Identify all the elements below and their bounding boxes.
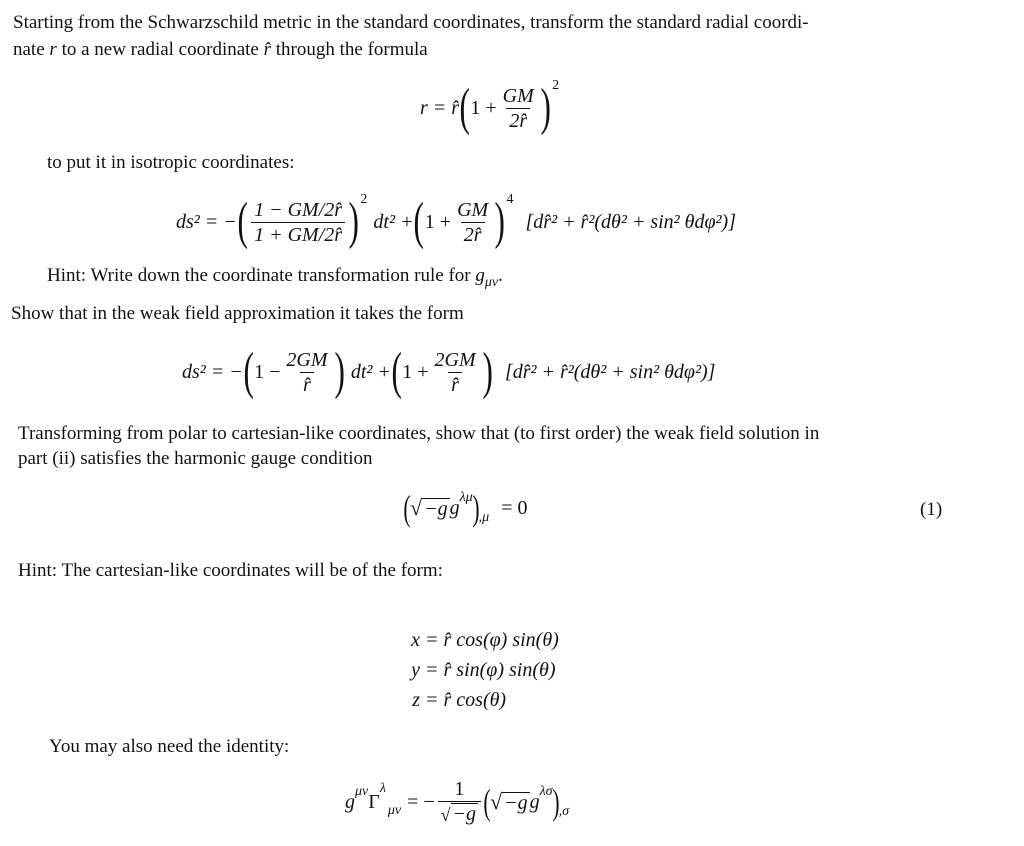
fraction-numerator: 1 xyxy=(454,778,465,800)
exponent: 2 xyxy=(552,78,560,93)
fraction-numerator: 1 − GM/2r̂ xyxy=(254,198,343,221)
radicand: −g xyxy=(424,498,448,520)
radical-sign: √ xyxy=(410,495,423,520)
intro-line-2 xyxy=(13,37,428,63)
intro-line-2-c: through the formula xyxy=(271,39,428,60)
cartesian-row-x xyxy=(392,625,559,655)
fraction xyxy=(251,199,345,246)
paren-close: ) xyxy=(333,343,345,400)
identity-metric-g: g xyxy=(529,791,540,813)
identity-gamma-indices xyxy=(379,781,402,818)
equation-isotropic xyxy=(176,192,736,250)
fraction-denominator: 1 + GM/2r̂ xyxy=(251,222,345,246)
intro-line-2-b: to a new radial coordinate xyxy=(56,39,264,60)
coord-expression: = r̂ sin(φ) sin(θ) xyxy=(425,659,556,681)
cartesian-row-y xyxy=(392,655,559,685)
radical-sign: √ xyxy=(490,789,503,814)
fraction xyxy=(283,349,330,396)
hint-1-text: Hint: Write down the coordinate transformation rule for xyxy=(47,265,476,286)
paren-open: ( xyxy=(413,193,425,250)
paren-open: ( xyxy=(391,343,402,400)
eq-weak-lhs: ds² = − xyxy=(182,361,243,383)
identity-text: You may also need the identity: xyxy=(49,736,290,757)
fraction-numerator: GM xyxy=(457,198,489,221)
eq-weak-spatial: [dr̂² + r̂²(dθ² + sin² θdφ²)] xyxy=(504,361,716,383)
identity-g-superscript: μν xyxy=(355,784,369,799)
eq-iso-one-plus: 1 + xyxy=(424,211,452,233)
identity-derivative-subscript: ,σ xyxy=(558,804,569,819)
identity-gamma: Γ xyxy=(368,791,380,813)
radical-sign: √ xyxy=(440,805,451,825)
equation-weak-field xyxy=(182,343,716,400)
eq-harmonic-rhs: = 0 xyxy=(501,497,528,519)
derivative-subscript: ,μ xyxy=(478,510,490,525)
fraction-denominator: r̂ xyxy=(300,372,314,396)
eq-weak-dt: dt² + xyxy=(350,361,391,383)
paren-close: ) xyxy=(540,79,551,136)
paren-open: ( xyxy=(459,79,470,136)
paren-close: ) xyxy=(472,488,480,528)
symbol-r: r xyxy=(49,39,57,60)
metric-g: g xyxy=(449,497,460,519)
paren-open: ( xyxy=(483,782,491,822)
hint-2: Hint: The cartesian-like coordinates will be of the form: xyxy=(18,560,443,581)
fraction-denominator: r̂ xyxy=(448,372,462,396)
square-root xyxy=(410,497,450,519)
cartesian-row-z xyxy=(392,685,559,715)
fraction-denominator xyxy=(438,801,481,826)
hint-1 xyxy=(47,263,503,291)
equation-harmonic-gauge xyxy=(404,490,527,526)
fraction-numerator: GM xyxy=(502,84,534,107)
identity-metric-superscript: λσ xyxy=(539,784,553,799)
eq-transform-lhs: r = r̂ xyxy=(420,97,460,119)
fraction xyxy=(432,349,479,396)
hint-1-end: . xyxy=(498,265,503,286)
square-root xyxy=(441,803,478,824)
eq-weak-one-plus: 1 + xyxy=(402,361,429,383)
fraction-numerator: 2GM xyxy=(434,348,476,371)
paren-close: ) xyxy=(494,193,506,250)
exponent: 4 xyxy=(506,192,514,207)
square-root xyxy=(490,791,530,813)
paren-open: ( xyxy=(237,193,248,250)
paren-close: ) xyxy=(482,343,493,400)
identity-g: g xyxy=(345,791,355,813)
cartesian-coordinates xyxy=(392,625,559,715)
equation-identity xyxy=(345,778,569,826)
transform-line-2: part (ii) satisfies the harmonic gauge condition xyxy=(18,448,373,469)
paren-close: ) xyxy=(551,782,560,822)
eq-iso-dt: dt² + xyxy=(373,211,414,233)
transform-line-1: Transforming from polar to cartesian-like coordinates, show that (to first order) the weak field solution in xyxy=(18,423,820,444)
paren-open: ( xyxy=(403,488,411,528)
hint-1-sub: μν xyxy=(484,275,499,290)
equation-transform xyxy=(420,78,560,136)
coord-expression: = r̂ cos(θ) xyxy=(425,689,507,711)
eq-weak-one-minus: 1 − xyxy=(254,361,281,383)
hint-1-symbol: g xyxy=(475,265,485,286)
radicand: −g xyxy=(452,803,477,825)
intro-line-2-a: nate xyxy=(13,39,50,60)
coord-symbol: z xyxy=(412,689,420,711)
fraction-numerator: 2GM xyxy=(286,348,328,371)
identity-gamma-subscript: μν xyxy=(387,803,402,818)
fraction xyxy=(438,778,481,826)
coord-symbol: x xyxy=(411,629,420,651)
fraction xyxy=(500,85,537,132)
identity-equals: = − xyxy=(407,791,435,813)
fraction-denominator: 2r̂ xyxy=(461,222,485,246)
coord-expression: = r̂ cos(φ) sin(θ) xyxy=(425,629,559,651)
to-put-text: to put it in isotropic coordinates: xyxy=(47,152,295,173)
intro-line-1: Starting from the Schwarzschild metric in the standard coordinates, transform the standard radial coordi- xyxy=(13,12,809,33)
weak-field-text: Show that in the weak field approximation it takes the form xyxy=(11,303,464,324)
metric-superscript: λμ xyxy=(459,490,473,505)
symbol-rhat: r̂ xyxy=(263,39,272,60)
radicand: −g xyxy=(504,792,528,814)
fraction-denominator: 2r̂ xyxy=(506,108,530,132)
equation-number: (1) xyxy=(920,499,943,520)
paren-close: ) xyxy=(348,193,359,250)
eq-transform-one-plus: 1 + xyxy=(470,97,497,119)
identity-gamma-superscript: λ xyxy=(379,781,386,796)
fraction xyxy=(454,199,491,246)
coord-symbol: y xyxy=(411,659,420,681)
paren-open: ( xyxy=(243,343,254,400)
exponent: 2 xyxy=(360,192,368,207)
eq-iso-spatial: [dr̂² + r̂²(dθ² + sin² θdφ²)] xyxy=(525,211,736,233)
eq-iso-lhs: ds² = − xyxy=(176,211,237,233)
